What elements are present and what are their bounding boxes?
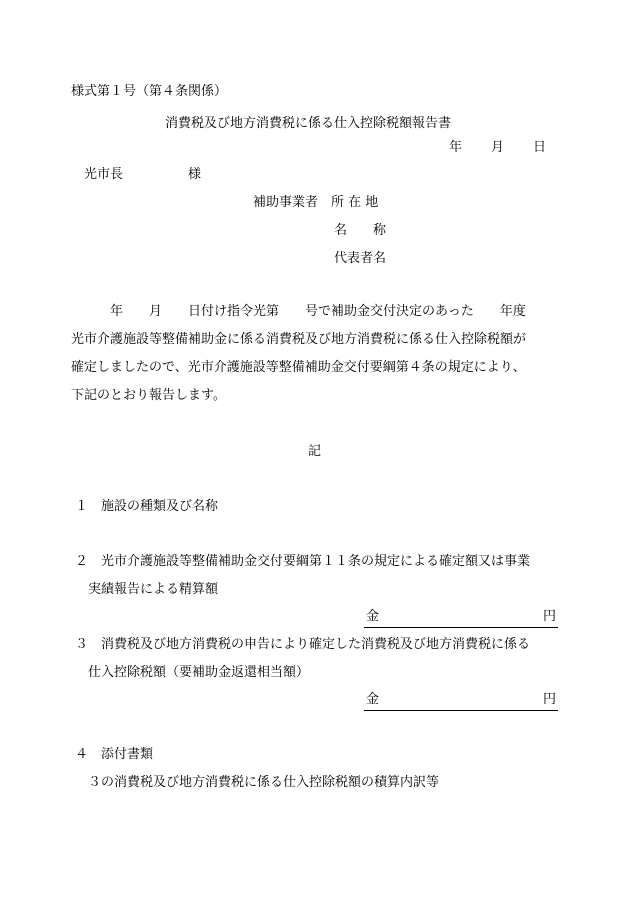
item-4: ４ 添付書類 <box>75 747 154 762</box>
form-number: 様式第１号（第４条関係） <box>71 84 228 99</box>
body-line: 確定しましたので、光市介護施設等整備補助金交付要綱第４条の規定により、 <box>71 360 526 375</box>
item-3-line-1: ３ 消費税及び地方消費税の申告により確定した消費税及び地方消費税に係る <box>75 637 531 652</box>
amount-field-settlement <box>364 609 558 628</box>
applicant-name-label: 名 称 <box>334 223 387 238</box>
item-1: １ 施設の種類及び名称 <box>75 499 219 514</box>
item-4-detail: ３の消費税及び地方消費税に係る仕入控除税額の積算内訳等 <box>88 775 440 790</box>
amount-kin-label: 金 <box>366 692 380 707</box>
body-line: 光市介護施設等整備補助金に係る消費税及び地方消費税に係る仕入控除税額が <box>71 332 527 347</box>
document-title: 消費税及び地方消費税に係る仕入控除税額報告書 <box>165 116 452 131</box>
amount-yen-label: 円 <box>542 609 556 624</box>
item-2-line-2: 実績報告による精算額 <box>88 582 219 597</box>
applicant-address-label: 補助事業者 所 在 地 <box>253 195 379 210</box>
applicant-representative-label: 代表者名 <box>334 251 387 266</box>
body-line: 下記のとおり報告します。 <box>71 388 226 403</box>
amount-yen-label: 円 <box>542 692 556 707</box>
amount-field-deduction <box>364 692 558 711</box>
item-3-line-2: 仕入控除税額（要補助金返還相当額） <box>88 665 310 680</box>
item-2-line-1: ２ 光市介護施設等整備補助金交付要綱第１１条の規定による確定額又は事業 <box>75 554 531 569</box>
amount-kin-label: 金 <box>366 609 380 624</box>
addressee: 光市長 様 <box>84 167 202 182</box>
body-line: 年 月 日付け指令光第 号で補助金交付決定のあった 年度 <box>71 304 526 319</box>
ki-heading: 記 <box>308 444 322 459</box>
date-line: 年 月 日 <box>449 140 548 155</box>
